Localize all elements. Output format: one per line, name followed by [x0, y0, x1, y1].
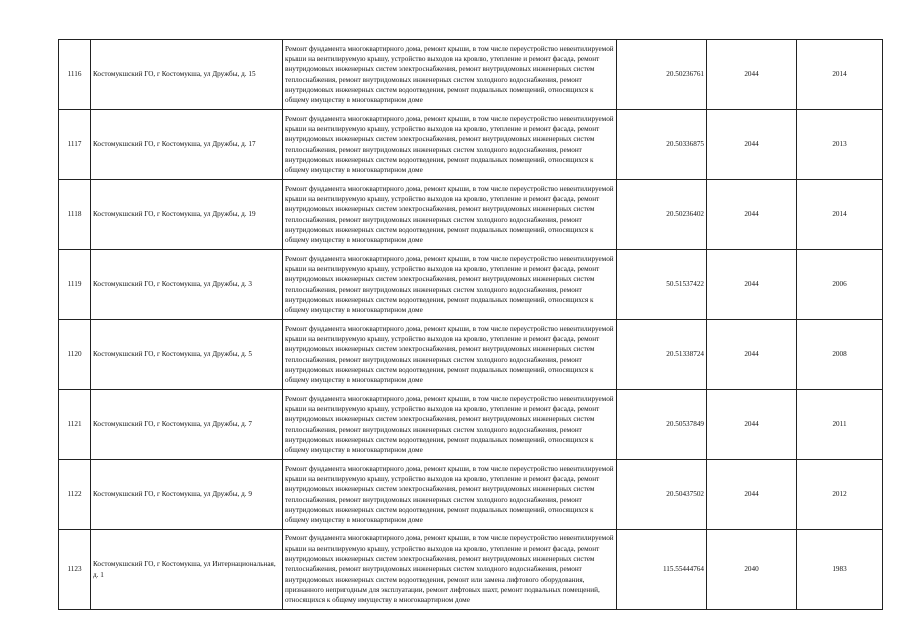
repair-works: Ремонт фундамента многоквартирного дома, ремонт крыши, в том числе переустройство невентилируемой крыши на вентилируемую крышу, устройство выходов на кровлю, утепление и ремонт фасада, ремонт внутридомовых инженерных систем электроснабжения, ремонт внутридомовых инженерных систем теплоснабжения, ремонт внутридомовых инженерных систем холодного водоснабжения, ремонт внутридомовых инженерных систем водоотведения, ремонт подвальных помещений, относящихся к общему имуществу в многоквартирном доме — [283, 110, 617, 180]
planned-year: 2044 — [707, 110, 797, 180]
row-number: 1120 — [59, 320, 91, 390]
repair-works: Ремонт фундамента многоквартирного дома, ремонт крыши, в том числе переустройство невентилируемой крыши на вентилируемую крышу, устройство выходов на кровлю, утепление и ремонт фасада, ремонт внутридомовых инженерных систем электроснабжения, ремонт внутридомовых инженерных систем теплоснабжения, ремонт внутридомовых инженерных систем холодного водоснабжения, ремонт внутридомовых инженерных систем водоотведения, ремонт или замена лифтового оборудования, признанного непригодным для эксплуатации, ремонт лифтовых шахт, ремонт подвальных помещений, относящихся к общему имуществу в многоквартирном доме — [283, 530, 617, 610]
row-number: 1123 — [59, 530, 91, 610]
house-address: Костомукшский ГО, г Костомукша, ул Дружбы, д. 3 — [91, 250, 283, 320]
value-cell: 20.50537849 — [617, 390, 707, 460]
planned-year: 2044 — [707, 250, 797, 320]
house-address: Костомукшский ГО, г Костомукша, ул Дружбы, д. 7 — [91, 390, 283, 460]
table-row — [59, 460, 883, 530]
house-address: Костомукшский ГО, г Костомукша, ул Дружбы, д. 9 — [91, 460, 283, 530]
year-cell: 2014 — [797, 180, 883, 250]
house-address: Костомукшский ГО, г Костомукша, ул Интернациональная, д. 1 — [91, 530, 283, 610]
value-cell: 20.50437502 — [617, 460, 707, 530]
year-cell: 1983 — [797, 530, 883, 610]
year-cell: 2006 — [797, 250, 883, 320]
planned-year: 2044 — [707, 180, 797, 250]
repair-works: Ремонт фундамента многоквартирного дома, ремонт крыши, в том числе переустройство невентилируемой крыши на вентилируемую крышу, устройство выходов на кровлю, утепление и ремонт фасада, ремонт внутридомовых инженерных систем электроснабжения, ремонт внутридомовых инженерных систем теплоснабжения, ремонт внутридомовых инженерных систем холодного водоснабжения, ремонт внутридомовых инженерных систем водоотведения, ремонт подвальных помещений, относящихся к общему имуществу в многоквартирном доме — [283, 40, 617, 110]
planned-year: 2044 — [707, 460, 797, 530]
year-cell: 2012 — [797, 460, 883, 530]
repair-works: Ремонт фундамента многоквартирного дома, ремонт крыши, в том числе переустройство невентилируемой крыши на вентилируемую крышу, устройство выходов на кровлю, утепление и ремонт фасада, ремонт внутридомовых инженерных систем электроснабжения, ремонт внутридомовых инженерных систем теплоснабжения, ремонт внутридомовых инженерных систем холодного водоснабжения, ремонт внутридомовых инженерных систем водоотведения, ремонт подвальных помещений, относящихся к общему имуществу в многоквартирном доме — [283, 180, 617, 250]
row-number: 1121 — [59, 390, 91, 460]
house-address: Костомукшский ГО, г Костомукша, ул Дружбы, д. 19 — [91, 180, 283, 250]
table-row — [59, 390, 883, 460]
row-number: 1118 — [59, 180, 91, 250]
planned-year: 2040 — [707, 530, 797, 610]
planned-year: 2044 — [707, 40, 797, 110]
repair-works: Ремонт фундамента многоквартирного дома, ремонт крыши, в том числе переустройство невентилируемой крыши на вентилируемую крышу, устройство выходов на кровлю, утепление и ремонт фасада, ремонт внутридомовых инженерных систем электроснабжения, ремонт внутридомовых инженерных систем теплоснабжения, ремонт внутридомовых инженерных систем холодного водоснабжения, ремонт внутридомовых инженерных систем водоотведения, ремонт подвальных помещений, относящихся к общему имуществу в многоквартирном доме — [283, 460, 617, 530]
table-row — [59, 110, 883, 180]
planned-year: 2044 — [707, 320, 797, 390]
value-cell: 20.50336875 — [617, 110, 707, 180]
table-row — [59, 40, 883, 110]
row-number: 1116 — [59, 40, 91, 110]
capital-repair-register-table — [58, 39, 883, 610]
table-body — [59, 40, 883, 610]
table-row — [59, 320, 883, 390]
repair-works: Ремонт фундамента многоквартирного дома, ремонт крыши, в том числе переустройство невентилируемой крыши на вентилируемую крышу, устройство выходов на кровлю, утепление и ремонт фасада, ремонт внутридомовых инженерных систем электроснабжения, ремонт внутридомовых инженерных систем теплоснабжения, ремонт внутридомовых инженерных систем холодного водоснабжения, ремонт внутридомовых инженерных систем водоотведения, ремонт подвальных помещений, относящихся к общему имуществу в многоквартирном доме — [283, 250, 617, 320]
house-address: Костомукшский ГО, г Костомукша, ул Дружбы, д. 17 — [91, 110, 283, 180]
year-cell: 2008 — [797, 320, 883, 390]
value-cell: 20.51338724 — [617, 320, 707, 390]
value-cell: 20.50236402 — [617, 180, 707, 250]
year-cell: 2014 — [797, 40, 883, 110]
year-cell: 2013 — [797, 110, 883, 180]
value-cell: 115.55444764 — [617, 530, 707, 610]
row-number: 1119 — [59, 250, 91, 320]
table-row — [59, 180, 883, 250]
value-cell: 20.50236761 — [617, 40, 707, 110]
row-number: 1117 — [59, 110, 91, 180]
house-address: Костомукшский ГО, г Костомукша, ул Дружбы, д. 5 — [91, 320, 283, 390]
table-row — [59, 250, 883, 320]
house-address: Костомукшский ГО, г Костомукша, ул Дружбы, д. 15 — [91, 40, 283, 110]
repair-works: Ремонт фундамента многоквартирного дома, ремонт крыши, в том числе переустройство невентилируемой крыши на вентилируемую крышу, устройство выходов на кровлю, утепление и ремонт фасада, ремонт внутридомовых инженерных систем электроснабжения, ремонт внутридомовых инженерных систем теплоснабжения, ремонт внутридомовых инженерных систем холодного водоснабжения, ремонт внутридомовых инженерных систем водоотведения, ремонт подвальных помещений, относящихся к общему имуществу в многоквартирном доме — [283, 390, 617, 460]
value-cell: 50.51537422 — [617, 250, 707, 320]
repair-works: Ремонт фундамента многоквартирного дома, ремонт крыши, в том числе переустройство невентилируемой крыши на вентилируемую крышу, устройство выходов на кровлю, утепление и ремонт фасада, ремонт внутридомовых инженерных систем электроснабжения, ремонт внутридомовых инженерных систем теплоснабжения, ремонт внутридомовых инженерных систем холодного водоснабжения, ремонт внутридомовых инженерных систем водоотведения, ремонт подвальных помещений, относящихся к общему имуществу в многоквартирном доме — [283, 320, 617, 390]
planned-year: 2044 — [707, 390, 797, 460]
row-number: 1122 — [59, 460, 91, 530]
table-row — [59, 530, 883, 610]
year-cell: 2011 — [797, 390, 883, 460]
